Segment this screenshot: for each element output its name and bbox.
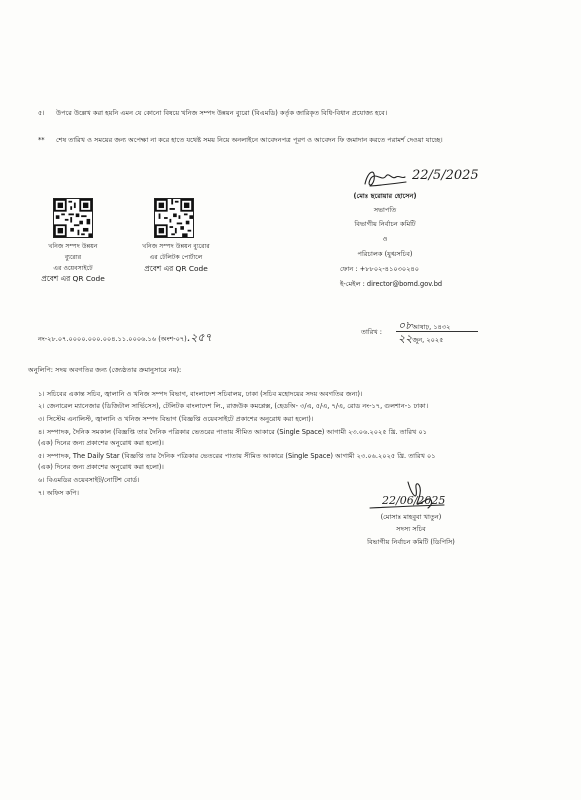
signatory-committee: বিভাগীয় নির্বাচন কমিটি	[354, 220, 416, 228]
memo-date-english	[398, 334, 443, 345]
list-item: ৪। সম্পাদক, দৈনিক সমকাল (বিজ্ঞপ্তি তার দৈনিক পত্রিকার ভেতরের পাতায় সীমিত আকারে (Single Space) আগামী ২৩.০৬.২০২৫ খ্রি. তারিখ ০১	[38, 428, 428, 436]
qr-code-icon	[53, 198, 93, 238]
qr-code-icon	[154, 198, 194, 238]
member-secretary-name: (মোসাঃ মাহবুবা খাতুন)	[380, 513, 442, 521]
list-item: ৫। সম্পাদক, The Daily Star (বিজ্ঞপ্তি তার দৈনিক পত্রিকার ভেতরের পাতায় সীমিত আকারে (Single Space) আগামী ২৩.০৬.২০২৫ খ্রি. তারিখ ০১	[38, 452, 436, 460]
signatory-position: পরিচালক (যুগ্মসচিব)	[357, 250, 413, 258]
signature-date: 22/5/2025	[412, 168, 479, 183]
list-item: ৩। সিস্টেম এনালিস্ট, জ্বালানি ও খনিজ সম্পদ বিভাগ (বিজ্ঞপ্তি ওয়েবসাইটে প্রকাশের অনুরোধ করা হলো)।	[38, 415, 314, 423]
clause-note-marker: **	[38, 136, 45, 144]
memo-date-bangla-text: আষাঢ়, ১৪৩২	[412, 323, 451, 331]
memo-date-english-text: জুন, ২০২৫	[412, 336, 444, 344]
list-item: ৭। অফিস কপি।	[38, 489, 79, 497]
member-secretary-title: সদস্য সচিব	[396, 525, 426, 533]
signatory-title: সভাপতি	[373, 206, 397, 214]
member-secretary-committee: বিভাগীয় নির্বাচন কমিটি (ডিপিসি)	[367, 538, 455, 546]
memo-number	[38, 333, 212, 344]
clause-5-number: ৫।	[38, 109, 45, 117]
signatory-name: (মোঃ ছরোয়ার হোসেন)	[353, 192, 417, 200]
qr-code-website	[53, 198, 93, 242]
clause-note-text: শেষ তারিখ ও সময়ের জন্য অপেক্ষা না করে হাতে যথেষ্ট সময় নিয়ে অনলাইনে আবেদনপত্র পূরণ ও আবেদন ফি জমাদান করতে পরামর্শ দেওয়া যাচ্ছে।	[56, 136, 443, 144]
qr-caption-teletalk	[128, 243, 224, 273]
memo-date-english-day: ২২	[398, 332, 413, 345]
qr-caption-line: প্রবেশ এর QR Code	[144, 263, 208, 273]
signatory-conjunction: ও	[382, 235, 388, 243]
qr-caption-line: ব্যুরোর	[64, 253, 82, 261]
signatory-email: ই-মেইল : director@bomd.gov.bd	[340, 280, 443, 288]
memo-number-label: নং-২৮.০৭.০০০০.০০০.০০৪.১১.০০০৬.১৬ (অংশ-০৭)	[38, 335, 187, 343]
signature-member-secretary	[360, 478, 480, 516]
clause-5-text: উপরে উল্লেখ করা হয়নি এমন যে কোনো বিষয়ে খনিজ সম্পদ উন্নয়ন ব্যুরো (বিএমডি) কর্তৃক জারিকৃত বিধি-বিধান প্রযোজ্য হবে।	[56, 109, 388, 117]
memo-date-label: তারিখ :	[361, 328, 383, 336]
signatory-phone: ফোন : +৮৮০২-৪১০৩০২৪০	[340, 265, 420, 273]
qr-code-teletalk	[154, 198, 194, 242]
signature-chairman	[362, 162, 522, 192]
copy-heading: অনুলিপি: সদয় অবগতির জন্য (জ্যেষ্ঠতার ক্রমানুসারে নয়):	[28, 366, 182, 374]
qr-caption-line: খনিজ সম্পদ উন্নয়ন	[48, 243, 98, 250]
list-item: ২। জেনারেল ম্যানেজার (ডিজিটাল সার্ভিসেস), টেলিটক বাংলাদেশ লি., রাজউক কমপ্লেক্স, (হেডঅি- ৩/এ, ৫/এ, ৭/এ, রোড নং-১৭, গুলশান-১ ঢাকা।	[38, 402, 429, 410]
qr-caption-website	[28, 243, 118, 284]
list-item-continuation: (এক) দিনের জন্য প্রকাশের অনুরোধ করা হলো)।	[38, 463, 164, 471]
list-item: ১। সচিবের একান্ত সচিব, জ্বালানি ও খনিজ সম্পদ বিভাগ, বাংলাদেশ সচিবালয়, ঢাকা (সচিব মহোদয়ের সদয় অবগতির জন্য)।	[38, 390, 363, 398]
qr-caption-line: এর টেলিটক পোর্টালে	[149, 253, 203, 261]
qr-caption-line: খনিজ সম্পদ উন্নয়ন ব্যুরোর	[142, 243, 210, 250]
qr-caption-line: প্রবেশ এর QR Code	[41, 274, 105, 284]
list-item: ৬। বিএমডির ওয়েবসাইট/নোটিশ বোর্ড।	[38, 476, 140, 484]
qr-caption-line: এর ওয়েবসাইটে	[53, 264, 93, 272]
memo-date-bangla-day: ০৮	[398, 319, 413, 332]
signature-date: 22/06/2025	[382, 494, 446, 507]
list-item-continuation: (এক) দিনের জন্য প্রকাশের অনুরোধ করা হলো)।	[38, 439, 164, 447]
memo-number-handwritten: .২৫৭	[186, 331, 212, 344]
